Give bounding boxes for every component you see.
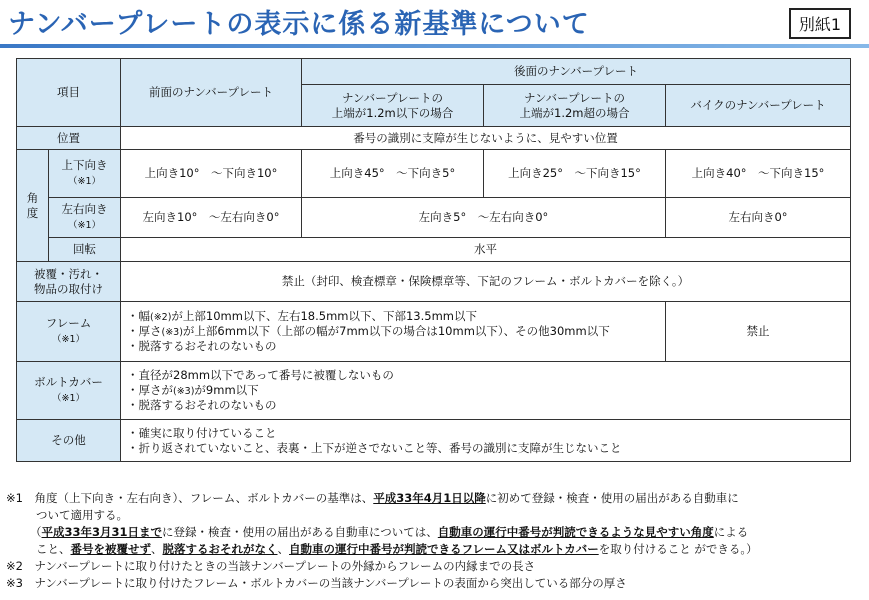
header-rear-high: ナンバープレートの 上端が1.2m超の場合	[484, 85, 666, 127]
row-position-value: 番号の識別に支障が生じないように、見やすい位置	[121, 127, 851, 150]
rotation-value: 水平	[121, 238, 851, 262]
row-angle-label: 角 度	[17, 150, 49, 262]
row-cover-label: 被覆・汚れ・ 物品の取付け	[17, 262, 121, 302]
frame-bike: 禁止	[666, 302, 851, 362]
header-bike: バイクのナンバープレート	[666, 85, 851, 127]
bolt-rules: ・直径が28mm以下であって番号に被覆しないもの ・厚さが(※3)が9mm以下 ・脱落するおそれのないもの	[121, 362, 851, 420]
footnote-3: ※3 ナンバープレートに取り付けたフレーム・ボルトカバーの当該ナンバープレートの表面から突出している部分の厚さ	[6, 576, 627, 591]
footnotes	[6, 490, 864, 592]
row-bolt-label: ボルトカバー （※1）	[17, 362, 121, 420]
header-item: 項目	[17, 59, 121, 127]
footnote-1-cont: ついて適用する。	[36, 508, 128, 523]
vertical-rear-high: 上向き25° ～下向き15°	[484, 150, 666, 198]
row-horizontal-label: 左右向き （※1）	[49, 198, 121, 238]
vertical-rear-low: 上向き45° ～下向き5°	[302, 150, 484, 198]
horizontal-bike: 左右向き0°	[666, 198, 851, 238]
vertical-bike: 上向き40° ～下向き15°	[666, 150, 851, 198]
cover-value: 禁止（封印、検査標章・保険標章等、下記のフレーム・ボルトカバーを除く。）	[121, 262, 851, 302]
vertical-front: 上向き10° ～下向き10°	[121, 150, 302, 198]
horizontal-front: 左向き10° ～左右向き0°	[121, 198, 302, 238]
page-title: ナンバープレートの表示に係る新基準について	[8, 9, 590, 40]
footnote-1-supplement: （平成33年3月31日までに登録・検査・使用の届出がある自動車については、自動車の運行中番号が判読できるような見やすい角度による	[30, 525, 749, 540]
header-rear: 後面のナンバープレート	[302, 59, 851, 85]
row-other-label: その他	[17, 420, 121, 462]
standards-table	[16, 58, 851, 462]
footnote-1: ※1 角度（上下向き・左右向き）、フレーム、ボルトカバーの基準は、平成33年4月1日以降に初めて登録・検査・使用の届出がある自動車に	[6, 491, 739, 505]
footnote-1-supplement-cont: こと、番号を被覆せず、脱落するおそれがなく、自動車の運行中番号が判読できるフレーム又はボルトカバーを取り付けること ができる。）	[36, 542, 758, 557]
header-rear-low: ナンバープレートの 上端が1.2m以下の場合	[302, 85, 484, 127]
row-position-label: 位置	[17, 127, 121, 150]
footnote-2: ※2 ナンバープレートに取り付けたときの当該ナンバープレートの外縁からフレームの内縁までの長さ	[6, 559, 536, 574]
frame-rules: ・幅(※2)が上部10mm以下、左右18.5mm以下、下部13.5mm以下 ・厚さ(※3)が上部6mm以下（上部の幅が7mm以下の場合は10mm以下）、その他30mm以下 ・脱落するおそれのないもの	[121, 302, 666, 362]
horizontal-rear: 左向き5° ～左右向き0°	[302, 198, 666, 238]
attachment-badge: 別紙1	[789, 8, 851, 39]
row-frame-label: フレーム （※1）	[17, 302, 121, 362]
header-front: 前面のナンバープレート	[121, 59, 302, 127]
row-rotation-label: 回転	[49, 238, 121, 262]
row-vertical-label: 上下向き （※1）	[49, 150, 121, 198]
other-rules: ・確実に取り付けていること ・折り返されていないこと、表裏・上下が逆さでないこと等、番号の識別に支障が生じないこと	[121, 420, 851, 462]
title-underline	[0, 44, 869, 48]
